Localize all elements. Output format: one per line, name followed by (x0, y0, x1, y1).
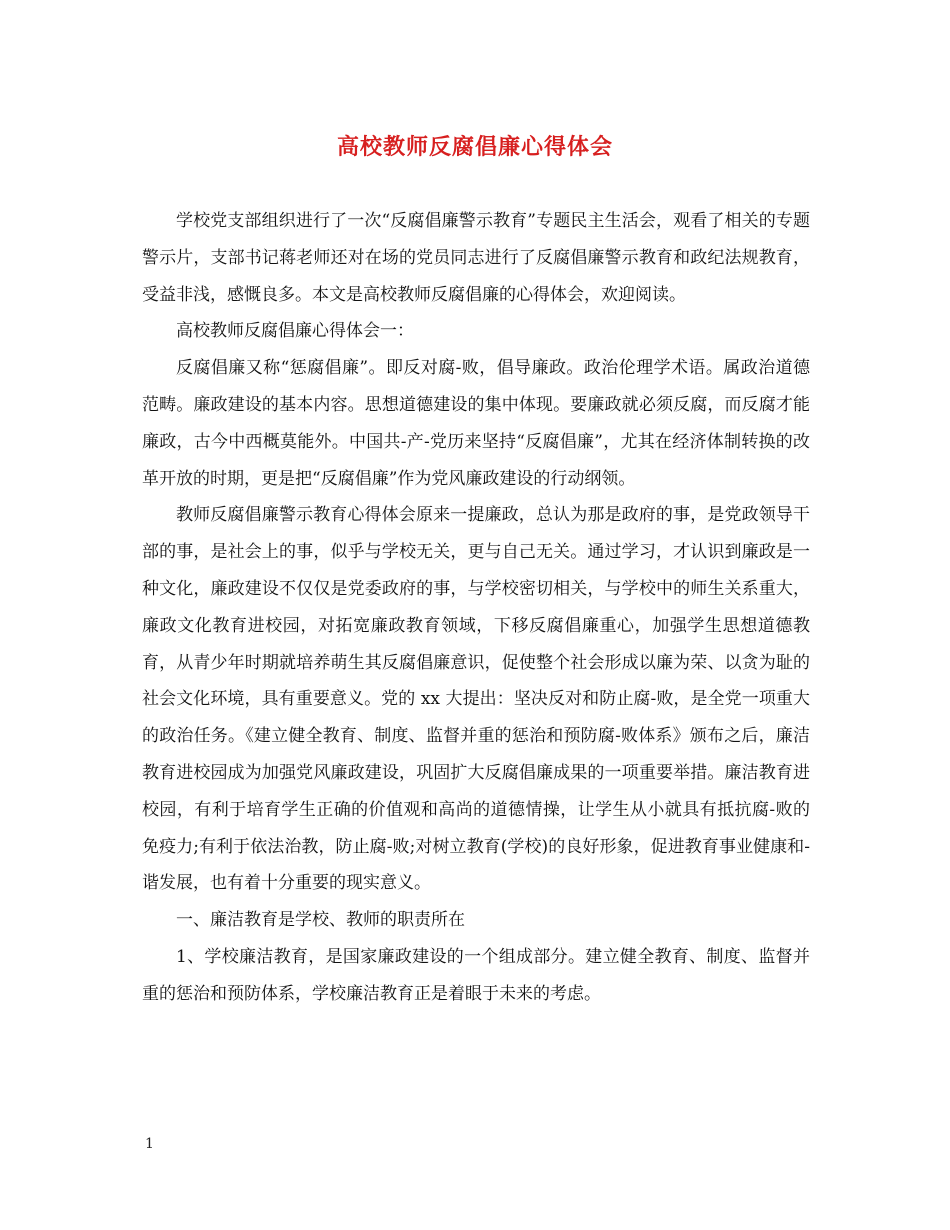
body-paragraph-definition: 反腐倡廉又称“惩腐倡廉”。即反对腐-败，倡导廉政。政治伦理学术语。属政治道德范畴。廉政建设的基本内容。思想道德建设的集中体现。要廉政就必须反腐，而反腐才能廉政，古今中西概莫能外。中国共-产-党历来坚持“反腐倡廉”，尤其在经济体制转换的改革开放的时期，更是把“反腐倡廉”作为党风廉政建设的行动纲领。 (142, 358, 810, 489)
body-paragraph-subheading: 高校教师反腐倡廉心得体会一： (176, 321, 414, 342)
document-title: 高校教师反腐倡廉心得体会 (336, 134, 613, 160)
body-paragraph-point-1: 1、学校廉洁教育，是国家廉政建设的一个组成部分。建立健全教育、制度、监督并重的惩治和预防体系，学校廉洁教育正是着眼于未来的考虑。 (142, 946, 810, 1004)
body-paragraph-reflection: 教师反腐倡廉警示教育心得体会原来一提廉政，总认为那是政府的事，是党政领导干部的事，是社会上的事，似乎与学校无关，更与自己无关。通过学习，才认识到廉政是一种文化，廉政建设不仅仅是党委政府的事，与学校密切相关，与学校中的师生关系重大，廉政文化教育进校园，对拓宽廉政教育领域，下移反腐倡廉重心，加强学生思想道德教育，从青少年时期就培养萌生其反腐倡廉意识，促使整个社会形成以廉为荣、以贪为耻的社会文化环境，具有重要意义。党的 xx 大提出：坚决反对和防止腐-败，是全党一项重大的政治任务。《建立健全教育、制度、监督并重的惩治和预防腐-败体系》颁布之后，廉洁教育进校园成为加强党风廉政建设，巩固扩大反腐倡廉成果的一项重要举措。廉洁教育进校园，有利于培育学生正确的价值观和高尚的道德情操，让学生从小就具有抵抗腐-败的免疫力;有利于依法治教，防止腐-败;对树立教育(学校)的良好形象，促进教育事业健康和-谐发展，也有着十分重要的现实意义。 (142, 505, 810, 894)
page-number: 1 (145, 1136, 154, 1152)
body-paragraph-intro: 学校党支部组织进行了一次“反腐倡廉警示教育”专题民主生活会，观看了相关的专题警示片，支部书记蒋老师还对在场的党员同志进行了反腐倡廉警示教育和政纪法规教育，受益非浅，感慨良多。本文是高校教师反腐倡廉的心得体会，欢迎阅读。 (142, 211, 810, 305)
body-paragraph-section-heading: 一、廉洁教育是学校、教师的职责所在 (176, 910, 465, 931)
document-body (142, 203, 810, 1013)
